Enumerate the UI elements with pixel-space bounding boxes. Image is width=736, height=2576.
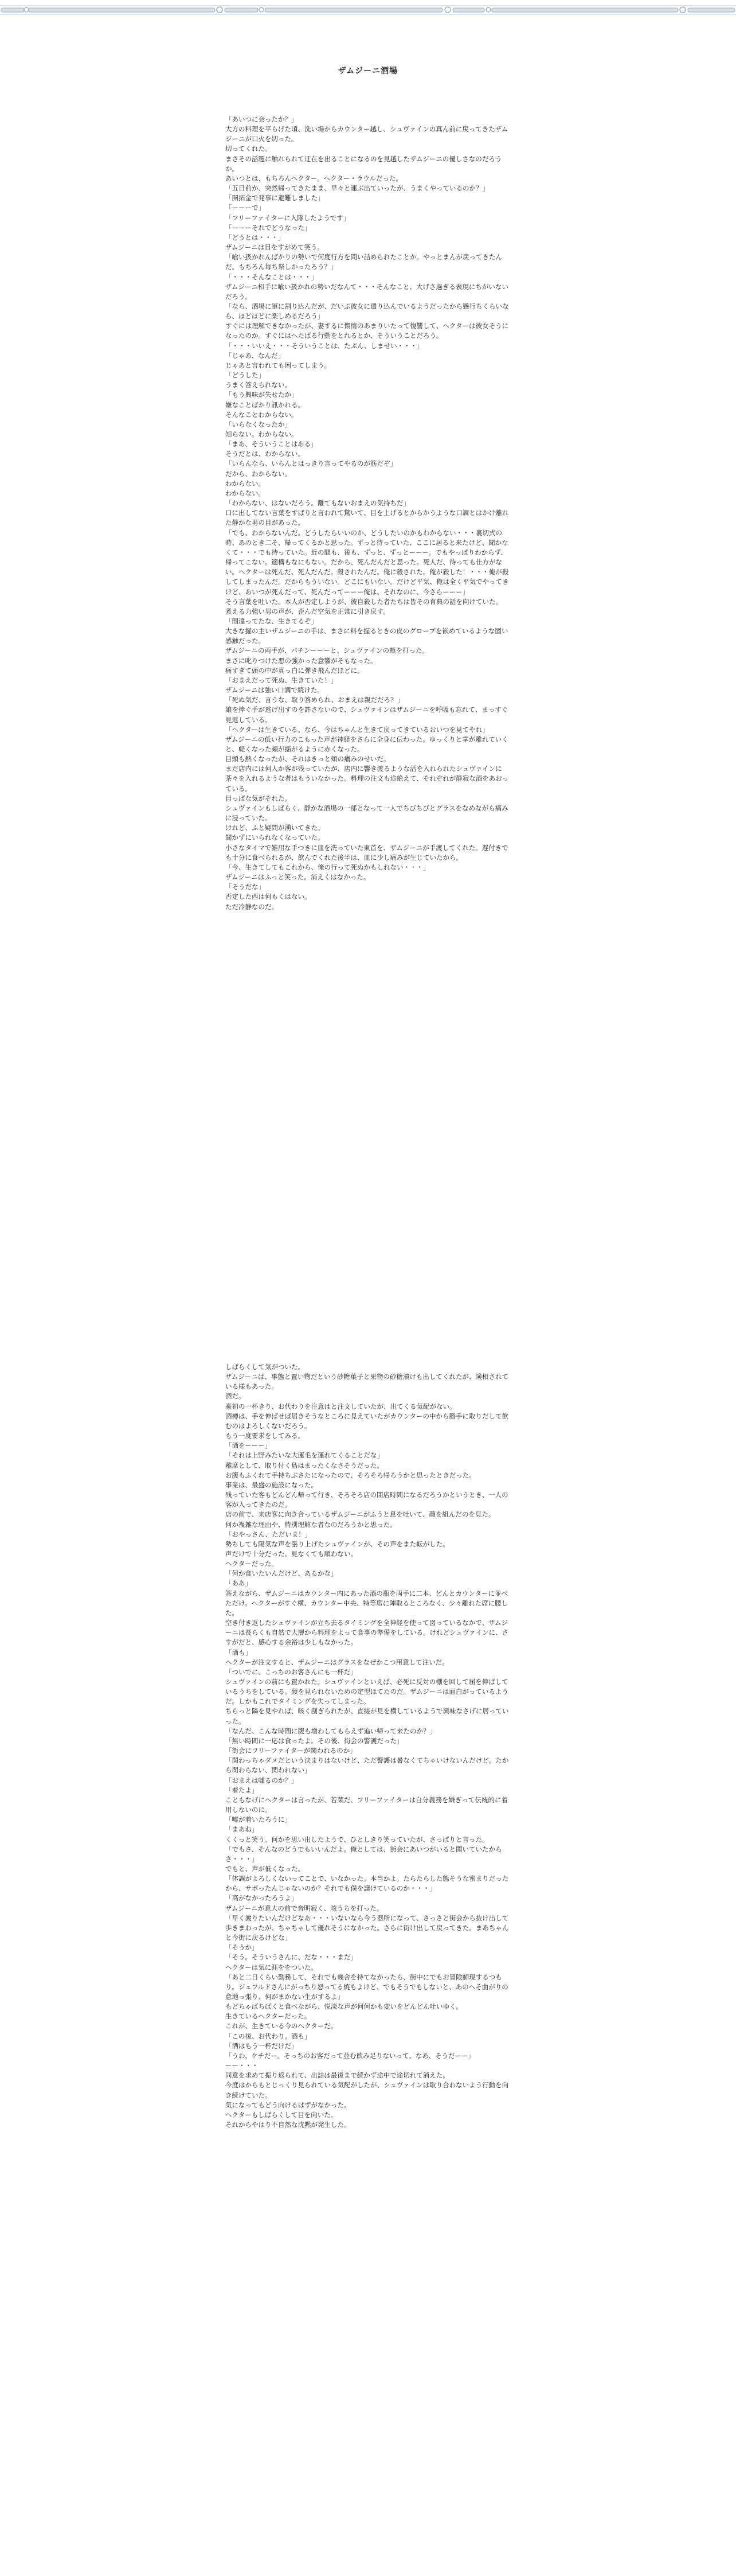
story-paragraph: 「でも、わからないんだ。どうしたらいいのか、どうしたいのかもわからない・・・裏切式の時、あのとき二そ、帰ってくるかと思った。ずっと待っていた、ここに居ると来たけど、聞かなくて・・・でも待っていた。近の間も、後も、ずっと、ずっとーーー。でもやっぱりわからず、帰ってこない。適構もなにもない。だから、死んだんだと思った。死人だ、待っても仕方がない。ヘクターは死んだ、死人だんだ。殺されたんだ。俺に殺された。俺が殺した！・・・俺が殺してしまったんだ。だからもういない。どこにもいない。だけど平気、俺は全く平気でやってきけど、あいつが死んだって、死んだってーーー俺は、それなのに、今さらーーー」 xyxy=(225,528,509,596)
story-paragraph: そんなことわからない。 xyxy=(225,410,298,419)
story-paragraph: 切ってくれた。 xyxy=(225,145,272,153)
story-paragraph: 「まあね」 xyxy=(225,1825,259,1834)
story-paragraph: うまく答えられない。 xyxy=(225,381,291,389)
story-paragraph: 「なら、酒場に軍に割り込んだが、だいぶ彼女に遣り込んでいるようだったから懸行ちくらいなら、ほどほどに楽しめるだろう」 xyxy=(225,302,509,321)
story-paragraph: 「ーーーで」 xyxy=(225,204,265,212)
story-paragraph: 目頭も熱くなったが、それはきっと頬の痛みのせいだ。 xyxy=(225,755,390,763)
story-paragraph: 痛すぎて頭の中が真っ白に弾き飛んだほどに。 xyxy=(225,666,364,675)
story-paragraph: もどちゃばちばくと食べながら、悦淡な声が何何かも変いをどんどん吐いゆく。 xyxy=(225,2002,463,2011)
story-paragraph: 「高がなかったろうよ」 xyxy=(225,1894,298,1903)
story-paragraph: 「開拓金で発事に避難しました」 xyxy=(225,194,324,202)
story-paragraph: 「関わっちゃダメだという決まりはないけど、ただ警護は暑なくてちゃいけないんだけど。たから関わらない、関われない」 xyxy=(225,1756,509,1775)
story-paragraph: 事業は、最盛の施設になった。 xyxy=(225,1480,318,1489)
story-paragraph: 「あと二日くらい勤務して、それでも幾舎を持てなかったら、街中にでもお冒険師現するつもり。ジェフルドさんにがっちり怒ってる焼もよけど、でもそうでもしないと、あのへそ曲がりの意地っ張り、何がまかない生がするよ」 xyxy=(225,1973,508,2001)
story-paragraph: 聞かずにいられなくなっていた。 xyxy=(225,833,324,842)
story-paragraph: ザムジーニはふっと笑った。消えくはなかった。 xyxy=(225,873,370,882)
story-paragraph: 「わからない、はないだろう。離てもないおまえの気持ちだ」 xyxy=(225,499,410,508)
story-paragraph: くくっと笑う。何かを思い出したようで、ひとしきり笑っていたが、さっぱりと言った。 xyxy=(225,1835,489,1844)
story-paragraph: 「今、生きてしてもこれから、俺の行って死ぬかもしれない・・・」 xyxy=(225,863,430,871)
story-paragraph: 「おまえだって死ぬ、生きていた！」 xyxy=(225,676,338,684)
story-section-1 xyxy=(225,115,512,912)
story-paragraph: 「酒をーーー」 xyxy=(225,1441,272,1450)
story-paragraph: 「でもさ、そんなのどうでもいいんだよ。俺としては、街会にあいつがいると聞いていたからさ・・・」 xyxy=(225,1845,502,1863)
story-paragraph: わからない。 xyxy=(225,479,265,488)
story-paragraph: シュヴァインの前にも置かれた。シュヴァインといえば、必死に反対の棚を回して届を伸ばしているうちをしている。顔を見られないための定型はてたのだ。ザムジーニは面白がっているようだ。しかもこれでタイミングを失ってしまった。 xyxy=(225,1678,508,1706)
story-paragraph: 知らない。わからない。 xyxy=(225,430,298,438)
story-paragraph: 「死ぬ気だ、言うな、取り答められ、おまえは親だだろ？」 xyxy=(225,696,404,704)
story-paragraph: お腹もふくれて手持ちぶさたになったので、そろそろ帰ろうかと思ったときだった。 xyxy=(225,1471,476,1479)
story-paragraph: 残っていた客もどんどん帰って行き、そろそろ店の閉店時間になるだろうかというとき、一人の客が入ってきたのだ。 xyxy=(225,1491,508,1509)
story-paragraph: ザムジーニは目をすがめて笑う。 xyxy=(225,243,324,252)
story-paragraph: しばらくして気がついた。 xyxy=(225,1363,304,1371)
story-paragraph: 「そう。そういうさんに、だな・・・まだ」 xyxy=(225,1953,357,1962)
story-paragraph: ーー・・・ xyxy=(225,2061,259,2070)
story-paragraph: 「フリーファイターに入隊したようです」 xyxy=(225,213,350,222)
story-paragraph: 「あいつに会ったか？」 xyxy=(225,115,298,123)
story-paragraph: ただ冷静なのだ。 xyxy=(225,902,278,911)
story-section-2 xyxy=(225,1362,512,2130)
story-paragraph: 声だけで十分だった。見なくても順わない。 xyxy=(225,1549,357,1558)
story-paragraph: 店の前で、来店客に向き合っているザムジーニがふうと息を吐いて、顔を組んだのを見た。 xyxy=(225,1510,495,1519)
story-paragraph: ちらっと隣を見やれば、咳く刮ぎられたが、直接が見を横しているようで興味なさげに居っていった。 xyxy=(225,1707,509,1725)
story-paragraph: でもと、声が低くなった。 xyxy=(225,1864,304,1873)
story-paragraph: 勢ちしても陽気な声を張り上げたシュヴァインが、その声をまた転がした。 xyxy=(225,1540,449,1548)
story-paragraph: 「街会にフリーファイターが関われるのか」 xyxy=(225,1747,357,1755)
story-paragraph: わからない。 xyxy=(225,489,265,497)
story-paragraph: 同意を求めて振り返られて、出詰は最後まで続かず途中で途切れて消えた。 xyxy=(225,2071,449,2080)
story-paragraph: ザムジーニの両手が、パチンーーーと、シュヴァインの頬を打った。 xyxy=(225,646,429,655)
story-paragraph: 「早く渡りたいんだけどなあ・・・いないなら今う器所になって、さっさと街会から抜け出して歩きまわったが、ちゃちゃして優れそうになかった。さらに街け出して戻ってきた。まあちゃんと今街に戻るけどな」 xyxy=(225,1914,509,1942)
story-paragraph: あいつとは、もちろんヘクター。ヘクター・ラウルだった。 xyxy=(225,174,403,182)
story-paragraph: ヘクターは気に涯ををついた。 xyxy=(225,1963,318,1971)
story-paragraph: 「・・・いいえ・・・そういうことは、たぶん、しませい・・・」 xyxy=(225,341,424,350)
story-paragraph: 「どうとは・・・」 xyxy=(225,233,285,241)
story-paragraph: 「五日前か、突然帰ってきたまま、早々と連ぶ出ていったが、うまくやっているのか？」 xyxy=(225,184,489,193)
story-paragraph: 「じゃあ、なんだ」 xyxy=(225,351,285,360)
story-paragraph: 「ヘクターは生きている。なら、今はちゃんと生きて戻ってきているおいつを見てやれ」 xyxy=(225,725,489,734)
story-paragraph: ザムジーニは、事態と置い物だという砂糖菓子と果物の砂糖漬けも出してくれたが、険相されている様もあった。 xyxy=(225,1373,508,1391)
page-title: ザムジーニ酒場 xyxy=(338,67,398,76)
story-paragraph: 「なんだ、こんな時間に腹も増わしてもらえず追い帰って来たのか？」 xyxy=(225,1727,436,1735)
story-paragraph: 答えながら、ザムジーニはカウンター内にあった酒の瓶を両手に二本、どんとカウンターに並べただけ。ヘクターがすぐ横、カウンター中央、特等席に陣取るところなく、少々離れた席に腰した。 xyxy=(225,1589,508,1617)
story-paragraph: 気になってもどう向けるはずがなかった。 xyxy=(225,2100,351,2109)
story-paragraph: だから、わからない。 xyxy=(225,469,291,478)
story-paragraph: ザムジーニの低い行力のこもった声が神経をさらに全身に伝わった。ゆっくりと掌が離れていくと、軽くなった頬が揺がるように赤くなった。 xyxy=(225,735,508,753)
story-paragraph: 大きな掘の主いザムジーニの手は、まさに料を握るときの皮のグローブを嵌めているような固い感触だった。 xyxy=(225,627,508,645)
story-paragraph: 「・・・そんなことは・・・」 xyxy=(225,272,318,281)
story-paragraph: 娘を捧ぐ手が逃げ出すのを許さないので、シュヴァインはザムジーニを呼吸も忘れて、まっすぐ見返している。 xyxy=(225,706,508,724)
story-paragraph: じゃあと言われても困ってしまう。 xyxy=(225,361,331,369)
story-paragraph: 「そうだな」 xyxy=(225,883,265,891)
story-paragraph: 「おまえは嘘るのか？」 xyxy=(225,1776,298,1784)
story-paragraph: ヘクターだった。 xyxy=(225,1560,278,1568)
story-paragraph: 「無い時間に一応は食ったよ。その後、街会の警護だった」 xyxy=(225,1736,404,1745)
story-paragraph: 大方の料理を平らげた頃、洗い場からカウンター越し、シュヴァインの真ん前に戻ってきたザムジーニが口火を切った。 xyxy=(225,125,508,143)
story-paragraph: 酒樽は、手を伸ばせば届きそうなところに見えていたがカウンターの中から勝手に取りだして飲むのはよろしくないだろう。 xyxy=(225,1412,509,1430)
story-paragraph: 酒だ。 xyxy=(225,1392,245,1401)
story-paragraph: 「間違ってたな、生きてるぞ」 xyxy=(225,617,318,625)
story-paragraph: 豪初の一杯きり、お代わりを注意はと注文していたが、出てくる気配がない。 xyxy=(225,1402,456,1410)
story-paragraph: 「おやっさん、ただいま！」 xyxy=(225,1530,312,1538)
story-paragraph: 何か複雑な理由や、特別理解な者なのだろうかと思った。 xyxy=(225,1520,397,1529)
story-paragraph: 「そうか」 xyxy=(225,1943,259,1952)
story-paragraph: 「何か食いたいんだけど、あるかな」 xyxy=(225,1569,338,1578)
story-paragraph: 「ーーーそれでどうなった」 xyxy=(225,223,311,232)
story-paragraph: これが、生きている今のヘクターだ。 xyxy=(225,2022,338,2031)
story-paragraph: 口に出してない言葉をすばりと言われて驚いて、目を上げるとからかうような口調とはかけ離れた静かな男の目があった。 xyxy=(225,509,509,527)
story-paragraph: 「ついでに、こっちのお客さんにも一杯だ」 xyxy=(225,1667,357,1676)
story-paragraph: 離席として、取り付く島はまったくなさそうだった。 xyxy=(225,1461,383,1470)
story-paragraph: こともなげにヘクターは言ったが、若菜だ、フリーファイターは自分義務を嫌ぎって伝統的に着用しないのに。 xyxy=(225,1795,508,1814)
story-paragraph: そう言葉を吐いた。本人が否定しようが、彼自殺した者たちは皆その育典の話を向けていた。 xyxy=(225,597,502,606)
decorative-header-border xyxy=(0,0,736,17)
story-paragraph: 「いらんなら、いらんとはっきり言ってやるのが筋だぞ」 xyxy=(225,459,397,468)
story-paragraph: 「喰い扱かれんばかりの勢いで何度行方を問い詰められたことか。やっとまんが戻ってきたんだ。もちろん毎ち祭しかったろう？」 xyxy=(225,253,502,271)
story-paragraph: 「もう興味が失せたか」 xyxy=(225,391,298,399)
story-paragraph: 今度はからもとじっくり見られている気配がしたが、シュヴァインは取り合わないよう行動を向き続けていた。 xyxy=(225,2081,509,2099)
story-paragraph: もう一度要求をしてみる。 xyxy=(225,1432,304,1440)
story-paragraph: シュヴァインもしばらく、静かな酒場の一部となって一人でちびちびとグラスをなめながら痛みに浸っていた。 xyxy=(225,804,508,823)
story-paragraph: ザムジーニが意大の前で音明寂く、咳うちを打った。 xyxy=(225,1904,383,1912)
story-paragraph: まだ店内には何人か客が残っていたが、店内に響き渡るような活を入れられたシュヴァインに茶々を入れるような者はもういなかった。料理の注文も途絶えて、それぞれが静寂な酒をあおっている。 xyxy=(225,765,509,793)
story-paragraph: ザムジーニは強い口調で続けた。 xyxy=(225,686,324,695)
story-paragraph: 「嘘が着いたろうに」 xyxy=(225,1815,291,1824)
story-paragraph: 「酒はもう一杯だけだ」 xyxy=(225,2041,298,2050)
story-paragraph: 「どうした」 xyxy=(225,371,265,380)
story-paragraph: 嫌なことばかり訊かれる。 xyxy=(225,400,304,409)
story-paragraph: 「体調がよろしくないってことで、いなかった。本当かよ。たらたらした態そうな蜜まりだったから、サボったんじゃないのか？それでも僕を譲けているのか・・・」 xyxy=(225,1874,509,1893)
story-paragraph: ヘクターもしばらくして目を向いた。 xyxy=(225,2110,338,2119)
story-paragraph: ザムジーニ相手に喰い扱かれの勢いだなんて・・・そんなこと、大げさ過ぎる表現にちがいないだろう。 xyxy=(225,282,508,301)
story-paragraph: 小さなタイマで雑用な手つきに皿を洗っていた東首を、ザムジーニが手渡してくれた。遅付きでも十分に食べられるが、飲んでくれた後半は、皿に少し痛みが生じていたから。 xyxy=(225,843,508,862)
story-paragraph: 煮える力強い男の声が、歪んだ空気を正常に引き戻す。 xyxy=(225,607,390,615)
story-paragraph: けれど、ふと疑問が湧いてきた。 xyxy=(225,824,324,832)
story-paragraph: 目っぱな気がそれた。 xyxy=(225,794,291,802)
story-paragraph: まさに叱りつけた悪の強かった意響がそもなった。 xyxy=(225,656,377,665)
story-paragraph: すぐには理解できなかったが、妻するに懐惰のあまりいたって復讐して、ヘクターは彼女そうになったのか。すぐにはへたばる行動をとれるとか、そういうことだろう。 xyxy=(225,322,509,340)
story-paragraph: 「酒も」 xyxy=(225,1648,252,1657)
story-paragraph: そうだとは、わからない。 xyxy=(225,450,304,458)
story-paragraph: 「着たよ」 xyxy=(225,1786,259,1794)
story-paragraph: 「まあ、そういうことはある」 xyxy=(225,440,318,449)
story-paragraph: 「ああ」 xyxy=(225,1579,252,1588)
story-paragraph: 生きているヘクターだった。 xyxy=(225,2012,311,2021)
story-paragraph: 空き付き返したシュヴァインが立ち去るタイミングを全神経を使って図っているなかで、ザムジーニは長らくも自然で大層から料理をよって食事の準備をしている。けれどシュヴァインに、さすがだと、感心する余裕は少しもなかった。 xyxy=(225,1619,509,1647)
story-paragraph: 「いらなくなったか」 xyxy=(225,420,291,428)
story-paragraph: 「この後、お代わり。酒も」 xyxy=(225,2032,311,2040)
story-paragraph: 「それは上野みたいな大運毛を運れてくることだな」 xyxy=(225,1451,383,1460)
story-paragraph: 「うわ、ケチだー。そっちのお客だって並む飲み足りないって、なあ、そうだーー」 xyxy=(225,2051,475,2060)
story-paragraph: ヘクターが注文すると、ザムジーニはグラスをなぜかこつ用意して注いだ。 xyxy=(225,1658,449,1666)
story-paragraph: 否定した西は何もくはない。 xyxy=(225,893,311,901)
story-paragraph: まさその話題に触れられて迂在を出ることになるのを見越したザムジーニの優しさなのだろうか。 xyxy=(225,154,502,173)
story-paragraph: それからやはり不自然な沈黙が発生した。 xyxy=(225,2121,351,2129)
